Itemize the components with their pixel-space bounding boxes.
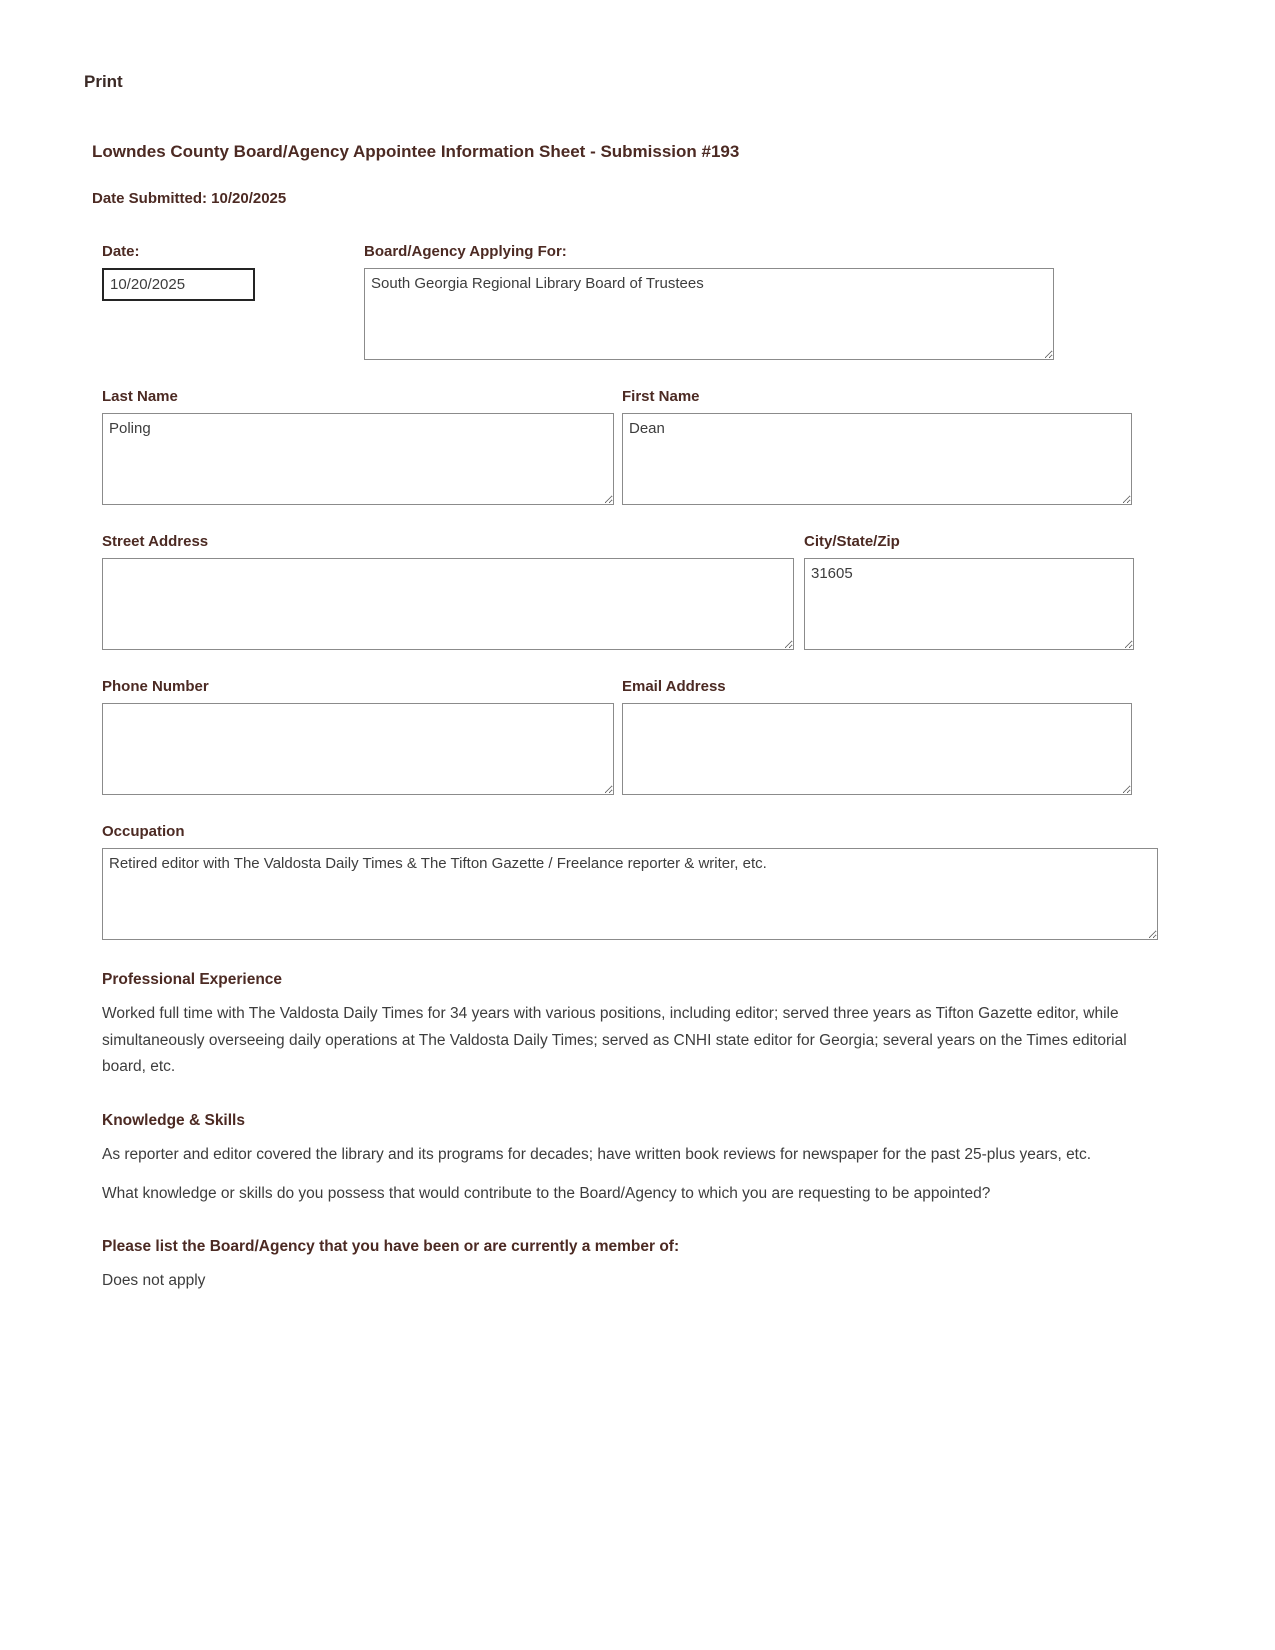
row-date-board [102, 243, 1162, 360]
member-of-text: Does not apply [102, 1272, 206, 1290]
row-names [102, 388, 1162, 505]
form-area [102, 243, 1162, 1295]
professional-experience-text: Worked full time with The Valdosta Daily Times for 34 years with various positions, including editor; served three years as Tifton Gazette editor, while simultaneously overseeing daily operations at The Valdosta Daily Times; served as CNHI state editor for Georgia; several years on the Times editorial board, etc. [102, 1005, 1127, 1076]
last-name-field[interactable] [102, 413, 614, 505]
print-link[interactable]: Print [84, 72, 123, 91]
row-address [102, 533, 1162, 650]
date-submitted-line: Date Submitted: 10/20/2025 [92, 190, 287, 207]
date-field[interactable] [102, 268, 255, 301]
row-occupation [102, 823, 1162, 940]
first-name-label: First Name [622, 388, 700, 405]
first-name-field[interactable] [622, 413, 1132, 505]
page-title: Lowndes County Board/Agency Appointee Information Sheet - Submission #193 [92, 142, 740, 161]
street-address-label: Street Address [102, 533, 209, 550]
phone-number-label: Phone Number [102, 678, 209, 695]
occupation-field[interactable] [102, 848, 1158, 940]
board-agency-field[interactable] [364, 268, 1054, 360]
row-contact [102, 678, 1162, 795]
member-of-heading: Please list the Board/Agency that you have been or are currently a member of: [102, 1238, 680, 1256]
phone-number-field[interactable] [102, 703, 614, 795]
occupation-label: Occupation [102, 823, 185, 840]
date-label: Date: [102, 243, 140, 260]
board-agency-label: Board/Agency Applying For: [364, 243, 567, 260]
city-state-zip-label: City/State/Zip [804, 533, 900, 550]
knowledge-skills-question: What knowledge or skills do you possess that would contribute to the Board/Agency to which you are requesting to be appointed? [102, 1184, 991, 1202]
city-state-zip-field[interactable] [804, 558, 1134, 650]
email-address-label: Email Address [622, 678, 726, 695]
email-address-field[interactable] [622, 703, 1132, 795]
professional-experience-heading: Professional Experience [102, 971, 283, 988]
street-address-field[interactable] [102, 558, 794, 650]
last-name-label: Last Name [102, 388, 178, 405]
knowledge-skills-heading: Knowledge & Skills [102, 1111, 245, 1129]
knowledge-skills-text: As reporter and editor covered the library and its programs for decades; have written book reviews for newspaper for the past 25-plus years, etc. [102, 1145, 1092, 1163]
